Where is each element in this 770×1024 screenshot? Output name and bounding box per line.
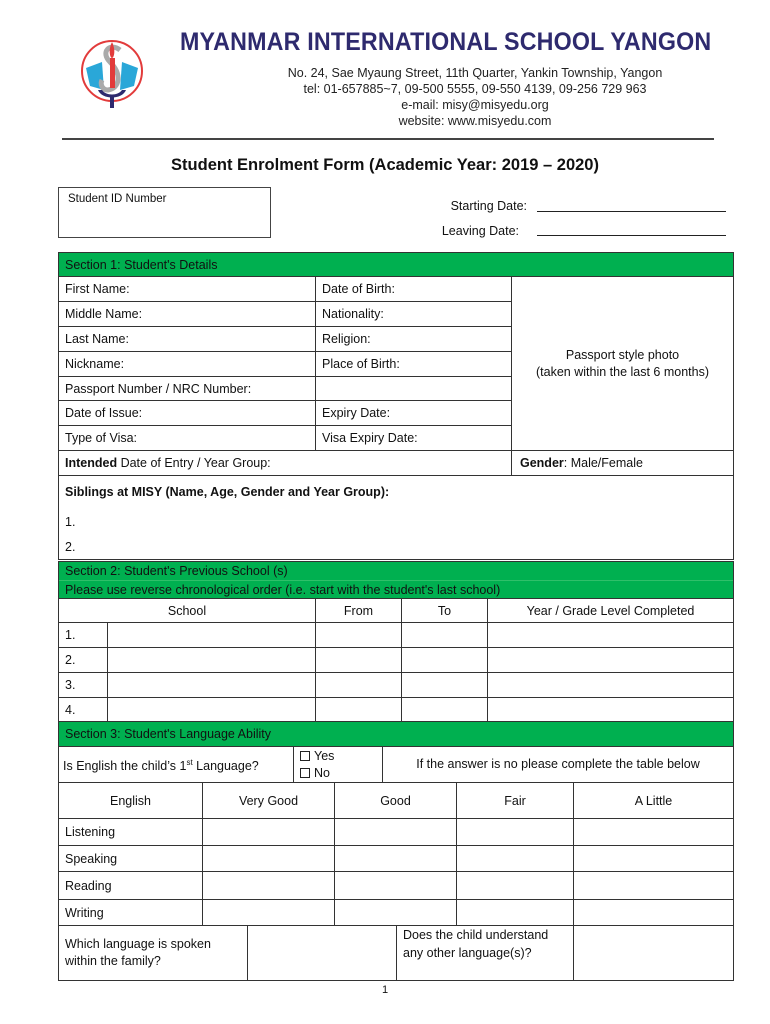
col-school: School bbox=[59, 599, 316, 623]
col-from: From bbox=[316, 599, 402, 623]
skill-row bbox=[59, 900, 734, 926]
rating-cell[interactable] bbox=[574, 900, 734, 926]
rating-cell[interactable] bbox=[335, 900, 457, 926]
question-end: Language? bbox=[192, 759, 259, 774]
col-a-little: A Little bbox=[574, 783, 734, 819]
section1-table bbox=[58, 252, 734, 560]
form-title: Student Enrolment Form (Academic Year: 2019 – 2020) bbox=[171, 156, 599, 174]
from-cell[interactable] bbox=[316, 673, 402, 698]
no-label: No bbox=[314, 766, 330, 780]
english-first-language-question bbox=[59, 747, 294, 783]
starting-date-field[interactable] bbox=[537, 198, 726, 212]
gender-options: : Male/Female bbox=[563, 456, 643, 470]
rating-cell[interactable] bbox=[574, 872, 734, 900]
other-language-table bbox=[58, 925, 734, 981]
leaving-date-label: Leaving Date: bbox=[441, 224, 519, 238]
from-cell[interactable] bbox=[316, 648, 402, 673]
passport-photo-box[interactable] bbox=[512, 277, 734, 451]
gender-field[interactable] bbox=[512, 451, 734, 476]
rating-cell[interactable] bbox=[203, 900, 335, 926]
school-logo bbox=[80, 28, 144, 114]
no-checkbox[interactable] bbox=[300, 765, 376, 782]
col-grade: Year / Grade Level Completed bbox=[488, 599, 734, 623]
grade-cell[interactable] bbox=[488, 623, 734, 648]
starting-date-label: Starting Date: bbox=[450, 199, 527, 213]
skill-label: Reading bbox=[59, 872, 203, 900]
nationality-field[interactable]: Nationality: bbox=[316, 302, 512, 327]
school-address: No. 24, Sae Myaung Street, 11th Quarter, Yankin Township, Yangon bbox=[287, 66, 663, 80]
row-number: 1. bbox=[59, 623, 108, 648]
section2-heading: Section 2: Student's Previous School (s) bbox=[59, 562, 734, 581]
rating-cell[interactable] bbox=[574, 846, 734, 872]
school-email: e-mail: misy@misyedu.org bbox=[401, 98, 549, 112]
header-divider bbox=[62, 138, 714, 140]
photo-note: (taken within the last 6 months) bbox=[536, 364, 709, 379]
question-text: Is English the child’s 1 bbox=[63, 759, 187, 774]
question-sup: st bbox=[186, 757, 193, 767]
school-cell[interactable] bbox=[108, 673, 316, 698]
rating-cell[interactable] bbox=[335, 872, 457, 900]
section2-table bbox=[58, 561, 734, 722]
other-language-label: Does the child understand any other language(s)? bbox=[397, 926, 574, 981]
school-row bbox=[59, 623, 734, 648]
section1-heading: Section 1: Student's Details bbox=[59, 253, 734, 277]
intended-bold: Intended bbox=[65, 456, 118, 470]
date-of-issue-field[interactable]: Date of Issue: bbox=[59, 401, 316, 426]
school-phone: tel: 01-657885~7, 09-500 5555, 09-550 4139, 09-256 729 963 bbox=[303, 82, 647, 96]
yes-label: Yes bbox=[314, 749, 335, 763]
school-website: website: www.misyedu.com bbox=[398, 114, 552, 128]
skill-label: Writing bbox=[59, 900, 203, 926]
rating-cell[interactable] bbox=[203, 872, 335, 900]
col-to: To bbox=[402, 599, 488, 623]
gender-bold: Gender bbox=[520, 456, 564, 470]
expiry-date-field[interactable]: Expiry Date: bbox=[316, 401, 512, 426]
passport-number-value[interactable] bbox=[316, 377, 512, 401]
school-row bbox=[59, 673, 734, 698]
section3-table bbox=[58, 721, 734, 783]
rating-cell[interactable] bbox=[457, 819, 574, 846]
sibling-1-field[interactable]: 1. bbox=[59, 509, 734, 535]
to-cell[interactable] bbox=[402, 623, 488, 648]
rating-cell[interactable] bbox=[574, 819, 734, 846]
col-good: Good bbox=[335, 783, 457, 819]
sibling-2-field[interactable]: 2. bbox=[59, 535, 734, 560]
section2-subheading: Please use reverse chronological order (i.e. start with the student's last school) bbox=[59, 581, 734, 599]
grade-cell[interactable] bbox=[488, 648, 734, 673]
photo-label: Passport style photo bbox=[565, 347, 680, 362]
school-cell[interactable] bbox=[108, 698, 316, 722]
skill-row bbox=[59, 872, 734, 900]
page-number: 1 bbox=[381, 984, 389, 996]
from-cell[interactable] bbox=[316, 623, 402, 648]
skill-row bbox=[59, 846, 734, 872]
family-language-field[interactable] bbox=[248, 926, 397, 981]
language-note: If the answer is no please complete the table below bbox=[383, 747, 734, 783]
rating-cell[interactable] bbox=[335, 846, 457, 872]
skill-row bbox=[59, 819, 734, 846]
to-cell[interactable] bbox=[402, 673, 488, 698]
col-english: English bbox=[59, 783, 203, 819]
visa-expiry-date-field[interactable]: Visa Expiry Date: bbox=[316, 426, 512, 451]
intended-entry-field[interactable] bbox=[59, 451, 512, 476]
to-cell[interactable] bbox=[402, 698, 488, 722]
rating-cell[interactable] bbox=[335, 819, 457, 846]
checkbox-icon bbox=[300, 751, 310, 761]
row-number: 2. bbox=[59, 648, 108, 673]
school-row bbox=[59, 698, 734, 722]
school-cell[interactable] bbox=[108, 648, 316, 673]
to-cell[interactable] bbox=[402, 648, 488, 673]
rating-cell[interactable] bbox=[457, 900, 574, 926]
place-of-birth-field[interactable]: Place of Birth: bbox=[316, 352, 512, 377]
intended-label: Date of Entry / Year Group: bbox=[117, 456, 271, 470]
first-name-field[interactable]: First Name: bbox=[59, 277, 316, 302]
col-very-good: Very Good bbox=[203, 783, 335, 819]
school-cell[interactable] bbox=[108, 623, 316, 648]
middle-name-field[interactable]: Middle Name: bbox=[59, 302, 316, 327]
student-id-label: Student ID Number bbox=[68, 193, 167, 205]
school-row bbox=[59, 648, 734, 673]
school-name: MYANMAR INTERNATIONAL SCHOOL YANGON bbox=[180, 28, 712, 56]
leaving-date-field[interactable] bbox=[537, 222, 726, 236]
row-number: 3. bbox=[59, 673, 108, 698]
checkbox-icon bbox=[300, 768, 310, 778]
row-number: 4. bbox=[59, 698, 108, 722]
rating-cell[interactable] bbox=[203, 846, 335, 872]
other-language-field[interactable] bbox=[574, 926, 734, 981]
section3-heading: Section 3: Student's Language Ability bbox=[59, 722, 734, 747]
skill-label: Speaking bbox=[59, 846, 203, 872]
rating-cell[interactable] bbox=[457, 846, 574, 872]
rating-cell[interactable] bbox=[457, 872, 574, 900]
type-of-visa-field[interactable]: Type of Visa: bbox=[59, 426, 316, 451]
from-cell[interactable] bbox=[316, 698, 402, 722]
grade-cell[interactable] bbox=[488, 673, 734, 698]
siblings-label: Siblings at MISY (Name, Age, Gender and Year Group): bbox=[59, 476, 734, 509]
grade-cell[interactable] bbox=[488, 698, 734, 722]
last-name-field[interactable]: Last Name: bbox=[59, 327, 316, 352]
passport-number-field[interactable]: Passport Number / NRC Number: bbox=[59, 377, 316, 401]
rating-cell[interactable] bbox=[203, 819, 335, 846]
yes-checkbox[interactable] bbox=[300, 748, 376, 765]
language-skills-table bbox=[58, 782, 734, 926]
religion-field[interactable]: Religion: bbox=[316, 327, 512, 352]
date-of-birth-field[interactable]: Date of Birth: bbox=[316, 277, 512, 302]
nickname-field[interactable]: Nickname: bbox=[59, 352, 316, 377]
col-fair: Fair bbox=[457, 783, 574, 819]
student-id-field[interactable] bbox=[58, 187, 271, 238]
family-language-label: Which language is spoken within the family? bbox=[59, 926, 248, 981]
skill-label: Listening bbox=[59, 819, 203, 846]
